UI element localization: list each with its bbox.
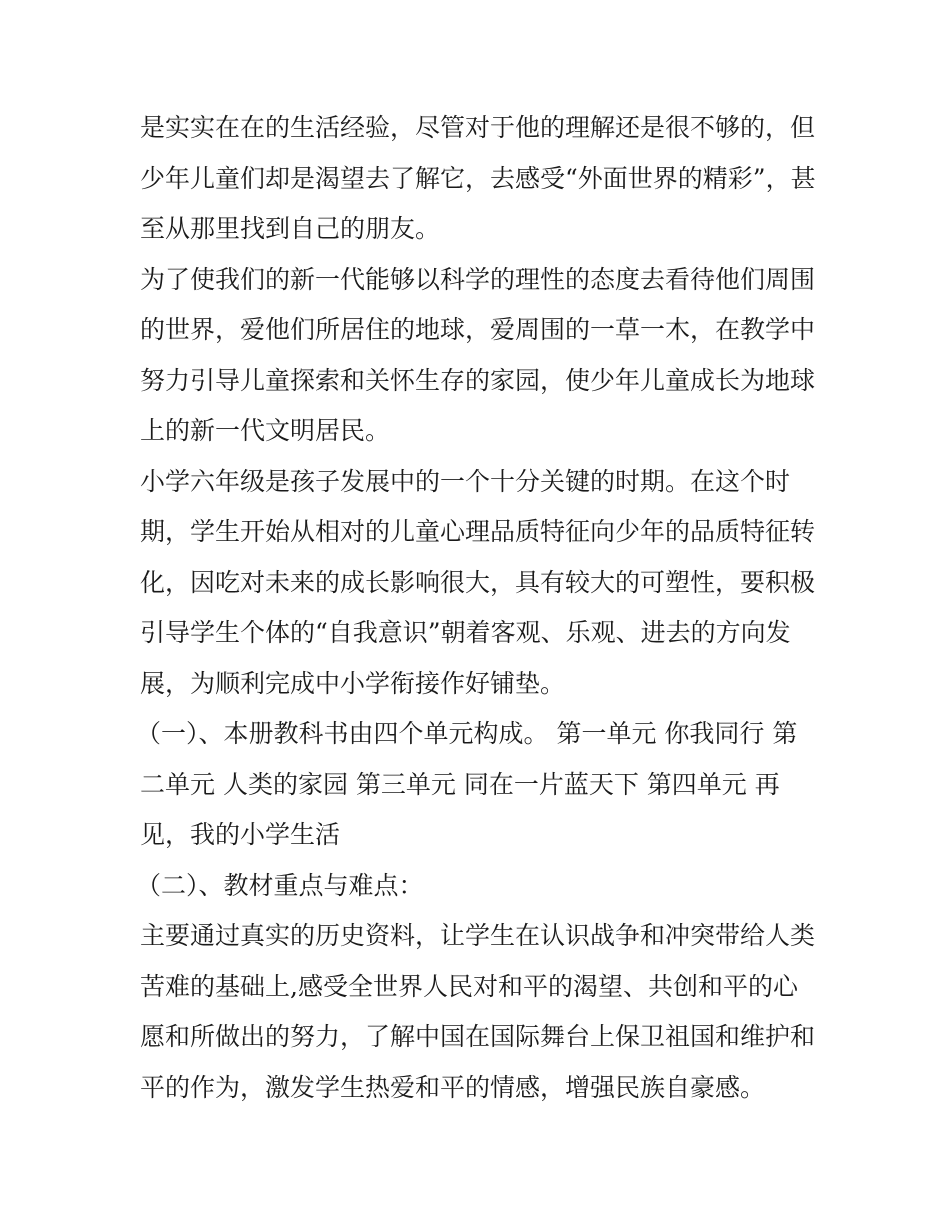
text-line: 是实实在在的生活经验，尽管对于他的理解还是很不够的，但 bbox=[140, 113, 816, 142]
text-line: 期，学生开始从相对的儿童心理品质特征向少年的品质特征转 bbox=[140, 517, 816, 546]
text-line: 为了使我们的新一代能够以科学的理性的态度去看待他们周围 bbox=[140, 264, 816, 294]
text-line: 二单元 人类的家园 第三单元 同在一片蓝天下 第四单元 再 bbox=[140, 769, 780, 799]
text-line: 引导学生个体的“自我意识”朝着客观、乐观、进去的方向发 bbox=[140, 618, 791, 647]
text-line: 少年儿童们却是渴望去了解它，去感受“外面世界的精彩”，甚 bbox=[140, 163, 816, 193]
text-line: 努力引导儿童探索和关怀生存的家园，使少年儿童成长为地球 bbox=[140, 365, 816, 395]
text-line: 主要通过真实的历史资料，让学生在认识战争和冲突带给人类 bbox=[140, 921, 816, 950]
text-line: 苦难的基础上,感受全世界人民对和平的渴望、共创和平的心 bbox=[140, 971, 798, 1001]
text-line: 见，我的小学生活 bbox=[140, 820, 341, 849]
text-line: 化，因吃对未来的成长影响很大，具有较大的可塑性，要积极 bbox=[140, 567, 816, 597]
text-line: 展，为顺利完成中小学衔接作好铺垫。 bbox=[140, 668, 566, 698]
document-body bbox=[136, 103, 820, 1113]
section-heading-2: （二）、教材重点与难点： bbox=[136, 870, 424, 900]
text-line: 上的新一代文明居民。 bbox=[140, 416, 391, 445]
text-line: 平的作为，激发学生热爱和平的情感，增强民族自豪感。 bbox=[140, 1072, 766, 1102]
text-line: 的世界，爱他们所居住的地球，爱周围的一草一木，在教学中 bbox=[140, 315, 816, 344]
text-line: 小学六年级是孩子发展中的一个十分关键的时期。在这个时 bbox=[140, 466, 791, 496]
section-heading-1: （一）、本册教科书由四个单元构成。 第一单元 你我同行 第 bbox=[136, 719, 798, 748]
text-line: 至从那里找到自己的朋友。 bbox=[140, 214, 441, 243]
text-line: 愿和所做出的努力，了解中国在国际舞台上保卫祖国和维护和 bbox=[140, 1022, 816, 1051]
